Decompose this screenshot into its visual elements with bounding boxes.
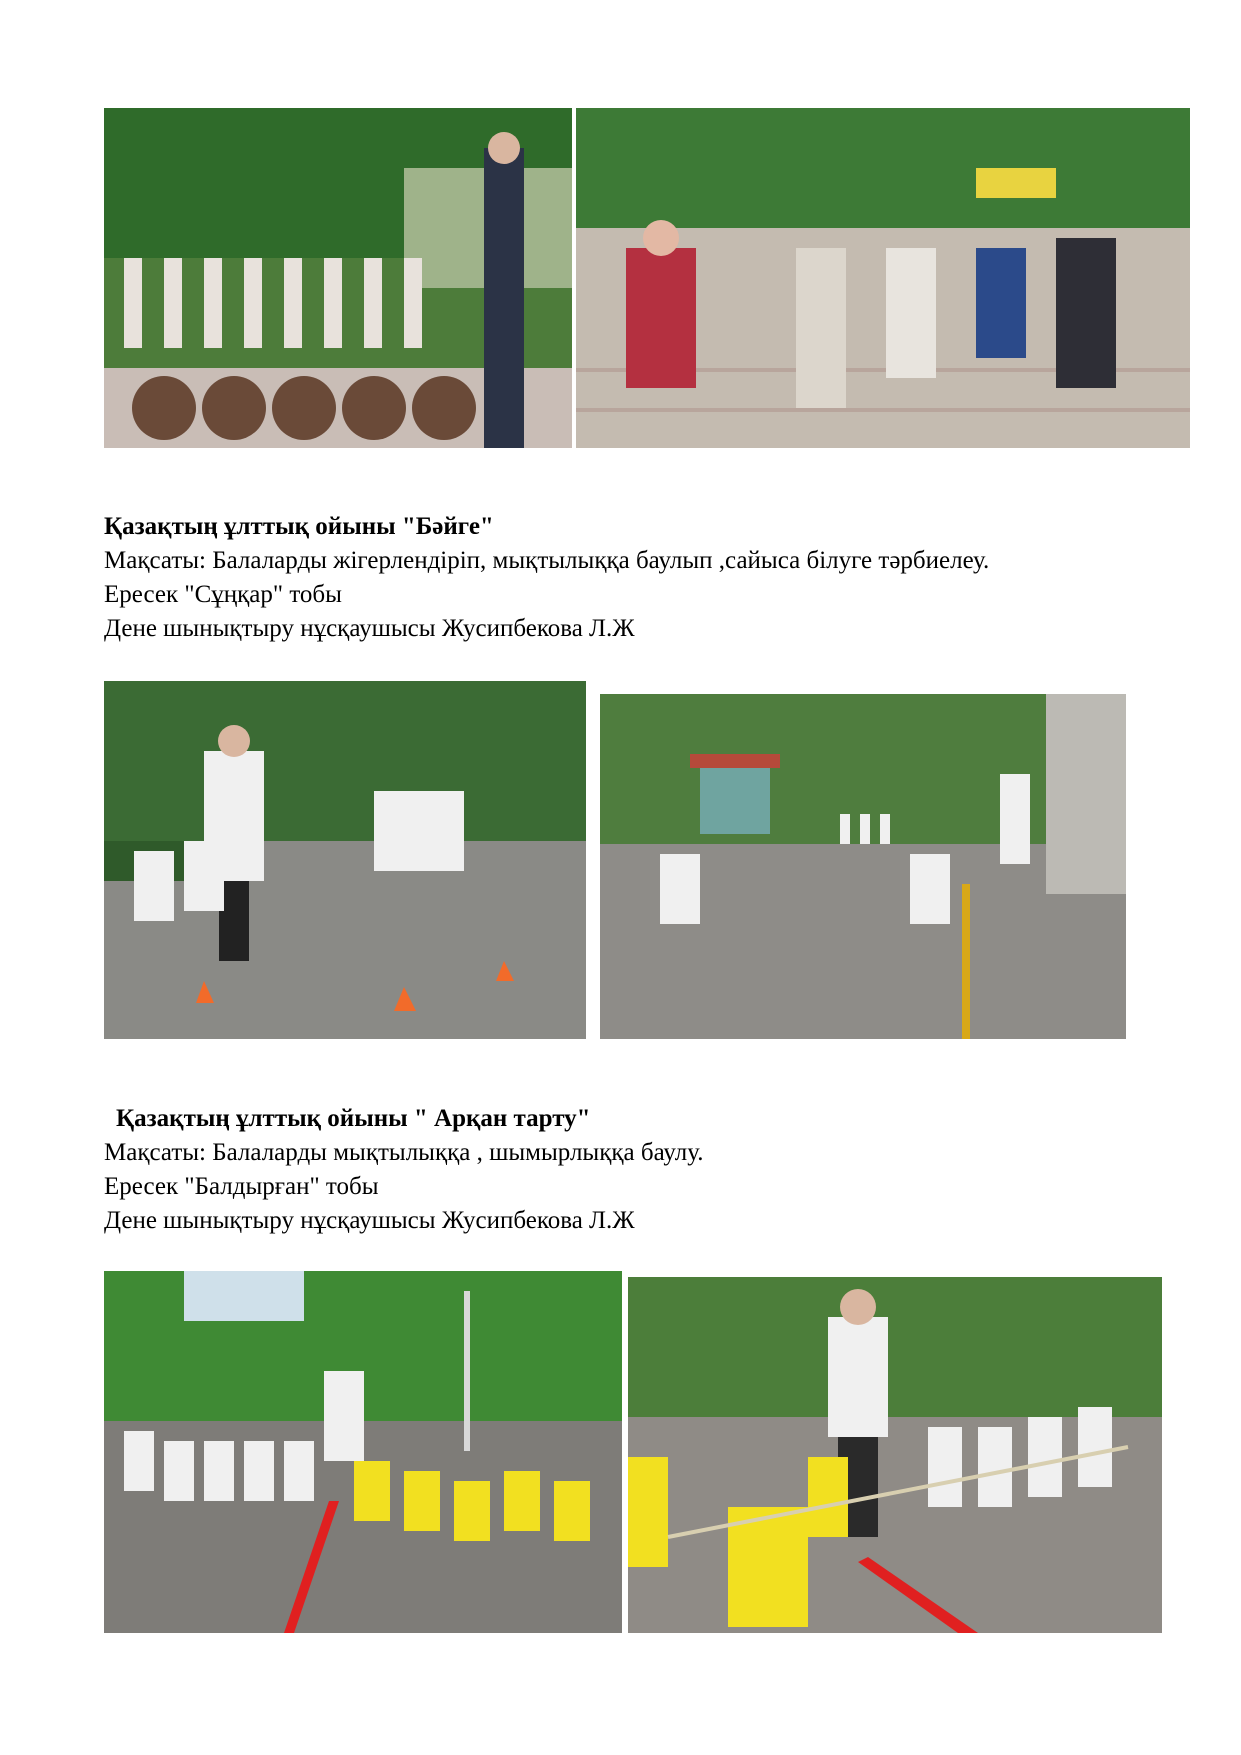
section-goal: Мақсаты: Балаларды жігерлендіріп, мықтылыққа баулып ,сайыса білуге тәрбиелеу. [104,547,990,574]
section-group: Ересек "Сұңқар" тобы [104,581,342,608]
photo-baige-race [600,694,1126,1039]
section-tug-of-war [104,1102,704,1238]
section-instructor: Дене шынықтыру нұсқаушысы Жусипбекова Л.Ж [104,1207,635,1234]
section-goal: Мақсаты: Балаларды мықтылыққа , шымырлыққа баулу. [104,1139,704,1166]
photo-children-dance [104,108,572,448]
photo-children-exercise [576,108,1190,448]
section-heading: Қазақтың ұлттық ойыны " Арқан тарту" [116,1105,591,1132]
photo-baige-start [104,681,586,1039]
section-baige [104,510,989,646]
photo-tug-of-war-pull [628,1277,1162,1633]
section-instructor: Дене шынықтыру нұсқаушысы Жусипбекова Л.Ж [104,615,635,642]
section-group: Ересек "Балдырған" тобы [104,1173,379,1200]
photo-tug-of-war-lineup [104,1271,622,1633]
section-heading: Қазақтың ұлттық ойыны "Бәйге" [104,513,494,540]
